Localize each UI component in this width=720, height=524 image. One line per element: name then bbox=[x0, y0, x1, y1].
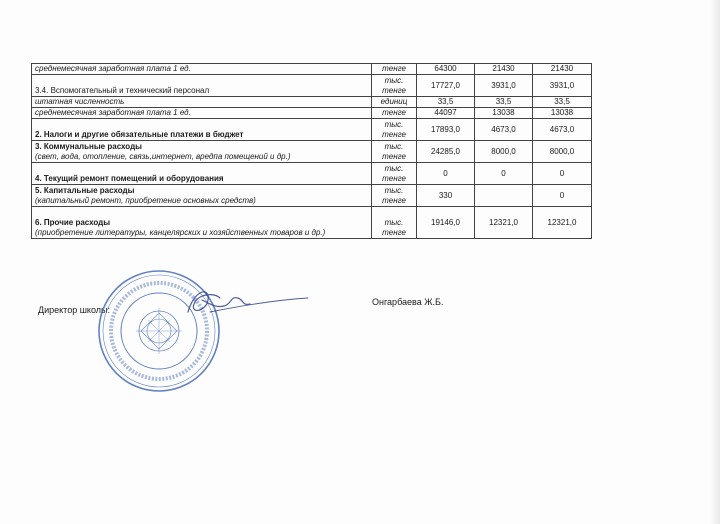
unit-cell bbox=[372, 141, 417, 163]
row-label: 4. Текущий ремонт помещений и оборудования bbox=[32, 163, 372, 185]
value-cell: 4673,0 bbox=[533, 119, 592, 141]
value-cell: 0 bbox=[417, 163, 475, 185]
table-row bbox=[32, 97, 592, 108]
value-cell: 13038 bbox=[533, 108, 592, 119]
row-label: 2. Налоги и другие обязательные платежи в бюджет bbox=[32, 119, 372, 141]
value-cell: 21430 bbox=[475, 64, 533, 75]
unit-cell bbox=[372, 119, 417, 141]
director-name: Онгарбаева Ж.Б. bbox=[372, 297, 444, 307]
scan-edge-shadow bbox=[710, 0, 720, 524]
unit-line: тыс. bbox=[384, 142, 404, 151]
unit-line: тыс. bbox=[384, 186, 404, 195]
unit-cell bbox=[372, 163, 417, 185]
value-cell: 0 bbox=[533, 163, 592, 185]
director-signature-icon bbox=[180, 282, 310, 320]
row-label: 3.4. Вспомогательный и технический персонал bbox=[32, 75, 372, 97]
value-cell bbox=[475, 185, 533, 207]
value-cell: 330 bbox=[417, 185, 475, 207]
table-row bbox=[32, 207, 592, 239]
table-row bbox=[32, 75, 592, 97]
value-cell: 24285,0 bbox=[417, 141, 475, 163]
table-row bbox=[32, 108, 592, 119]
budget-table bbox=[31, 63, 592, 239]
table-row bbox=[32, 141, 592, 163]
value-cell: 33,5 bbox=[533, 97, 592, 108]
unit-line: тенге bbox=[382, 228, 406, 237]
row-subtitle: (капитальный ремонт, приобретение основных средств) bbox=[35, 196, 256, 205]
unit-line: тенге bbox=[382, 86, 406, 95]
value-cell: 0 bbox=[475, 163, 533, 185]
unit-cell bbox=[372, 185, 417, 207]
value-cell: 8000,0 bbox=[475, 141, 533, 163]
row-title: 5. Капитальные расходы bbox=[35, 186, 135, 195]
value-cell: 13038 bbox=[475, 108, 533, 119]
value-cell: 17893,0 bbox=[417, 119, 475, 141]
value-cell: 44097 bbox=[417, 108, 475, 119]
table-row bbox=[32, 185, 592, 207]
value-cell: 8000,0 bbox=[533, 141, 592, 163]
value-cell: 12321,0 bbox=[475, 207, 533, 239]
value-cell: 21430 bbox=[533, 64, 592, 75]
value-cell: 64300 bbox=[417, 64, 475, 75]
unit-cell bbox=[372, 207, 417, 239]
value-cell: 0 bbox=[533, 185, 592, 207]
value-cell: 33,5 bbox=[475, 97, 533, 108]
row-subtitle: (свет, вода, отопление, связь,интернет, вредпа помещений и др.) bbox=[35, 152, 291, 161]
value-cell: 19146,0 bbox=[417, 207, 475, 239]
row-subtitle: (приобретение литературы, канцелярских и хозяйственных товаров и др.) bbox=[35, 228, 326, 237]
table-row bbox=[32, 64, 592, 75]
row-label: среднемесячная заработная плата 1 ед. bbox=[32, 108, 372, 119]
unit-cell: единиц bbox=[372, 97, 417, 108]
director-label: Директор школы: bbox=[38, 305, 110, 315]
row-label: штатная численность bbox=[32, 97, 372, 108]
row-title: 6. Прочие расходы bbox=[35, 218, 111, 227]
row-label bbox=[32, 141, 372, 163]
unit-line: тенге bbox=[382, 130, 406, 139]
unit-line: тыс. bbox=[384, 164, 404, 173]
value-cell: 12321,0 bbox=[533, 207, 592, 239]
value-cell: 4673,0 bbox=[475, 119, 533, 141]
unit-line: тенге bbox=[382, 196, 406, 205]
unit-cell bbox=[372, 75, 417, 97]
table-row bbox=[32, 163, 592, 185]
unit-line: тыс. bbox=[384, 76, 404, 85]
value-cell: 33,5 bbox=[417, 97, 475, 108]
unit-line: тенге bbox=[382, 174, 406, 183]
row-label: среднемесячная заработная плата 1 ед. bbox=[32, 64, 372, 75]
row-title: 3. Коммунальные расходы bbox=[35, 142, 142, 151]
unit-line: тыс. bbox=[384, 120, 404, 129]
value-cell: 17727,0 bbox=[417, 75, 475, 97]
table-row bbox=[32, 119, 592, 141]
row-label bbox=[32, 185, 372, 207]
unit-line: тенге bbox=[382, 152, 406, 161]
official-seal-icon bbox=[96, 268, 222, 394]
unit-line: тыс. bbox=[384, 218, 404, 227]
row-label bbox=[32, 207, 372, 239]
unit-cell: тенге bbox=[372, 108, 417, 119]
value-cell: 3931,0 bbox=[533, 75, 592, 97]
value-cell: 3931,0 bbox=[475, 75, 533, 97]
unit-cell: тенге bbox=[372, 64, 417, 75]
